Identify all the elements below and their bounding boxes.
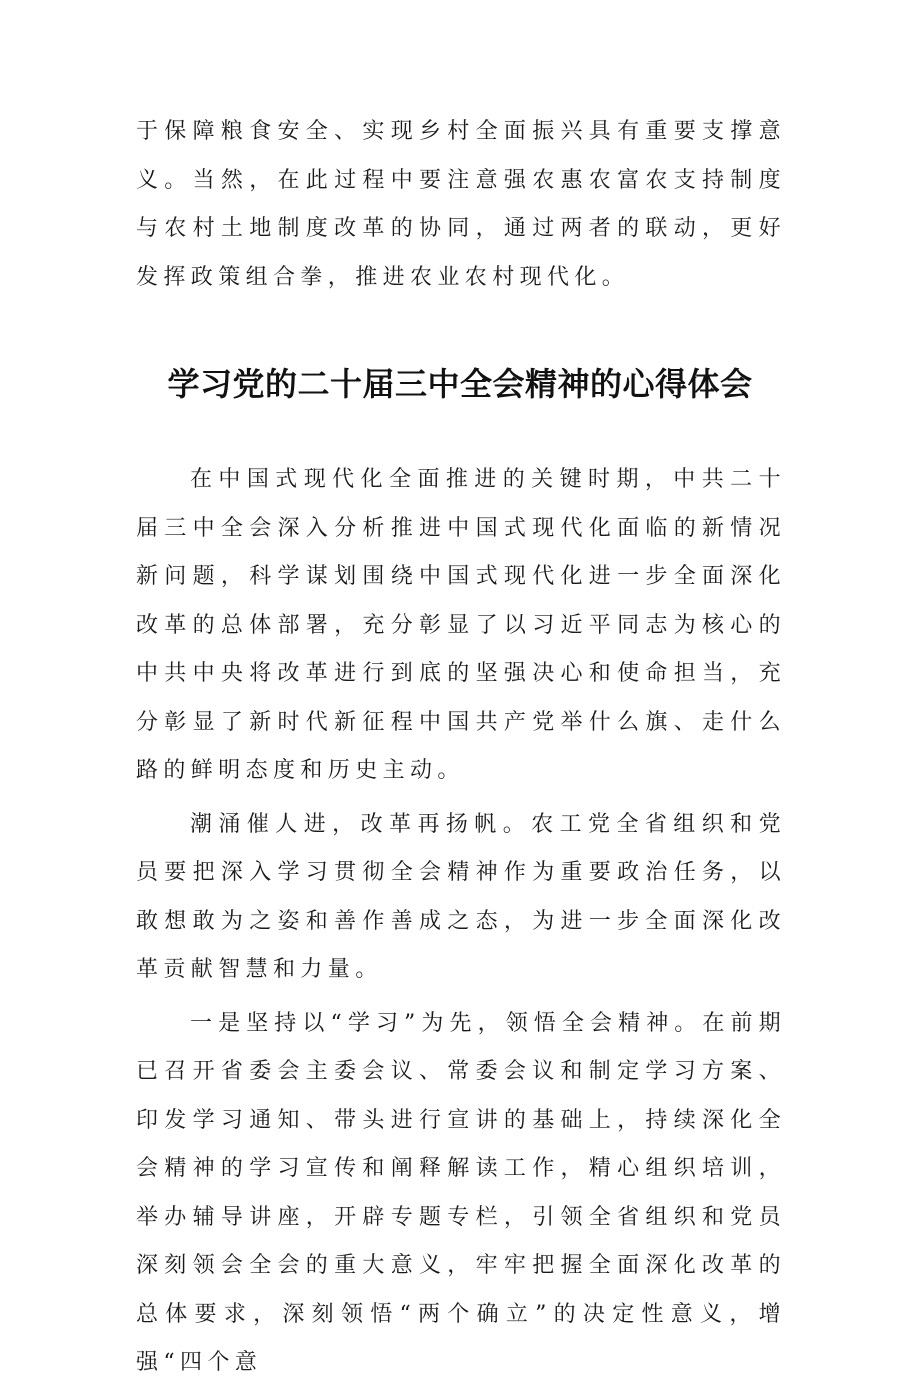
article-title: 学习党的二十届三中全会精神的心得体会 xyxy=(167,365,753,403)
paragraph-1: 在中国式现代化全面推进的关键时期，中共二十届三中全会深入分析推进中国式现代化面临的新情况新问题，科学谋划围绕中国式现代化进一步全面深化改革的总体部署，充分彰显了以习近平同志为核心的中共中央将改革进行到底的坚强决心和使命担当，充分彰显了新时代新征程中国共产党举什么旗、走什么路的鲜明态度和历史主动。 xyxy=(136,467,786,783)
article-body xyxy=(136,456,786,1393)
paragraph-2: 潮涌催人进，改革再扬帆。农工党全省组织和党员要把深入学习贯彻全会精神作为重要政治任务，以敢想敢为之姿和善作善成之态，为进一步全面深化改革贡献智慧和力量。 xyxy=(136,811,786,982)
paragraph-3: 一是坚持以“学习”为先，领悟全会精神。在前期已召开省委会主委会议、常委会议和制定学习方案、印发学习通知、带头进行宣讲的基础上，持续深化全会精神的学习宣传和阐释解读工作，精心组织培训，举办辅导讲座，开辟专题专栏，引领全省组织和党员深刻领会全会的重大意义，牢牢把握全面深化改革的总体要求，深刻领悟“两个确立”的决定性意义，增强“四个意 xyxy=(136,1010,786,1375)
intro-paragraph: 于保障粮食安全、实现乡村全面振兴具有重要支撑意义。当然，在此过程中要注意强农惠农富农支持制度与农村土地制度改革的协同，通过两者的联动，更好发挥政策组合拳，推进农业农村现代化。 xyxy=(136,119,786,290)
